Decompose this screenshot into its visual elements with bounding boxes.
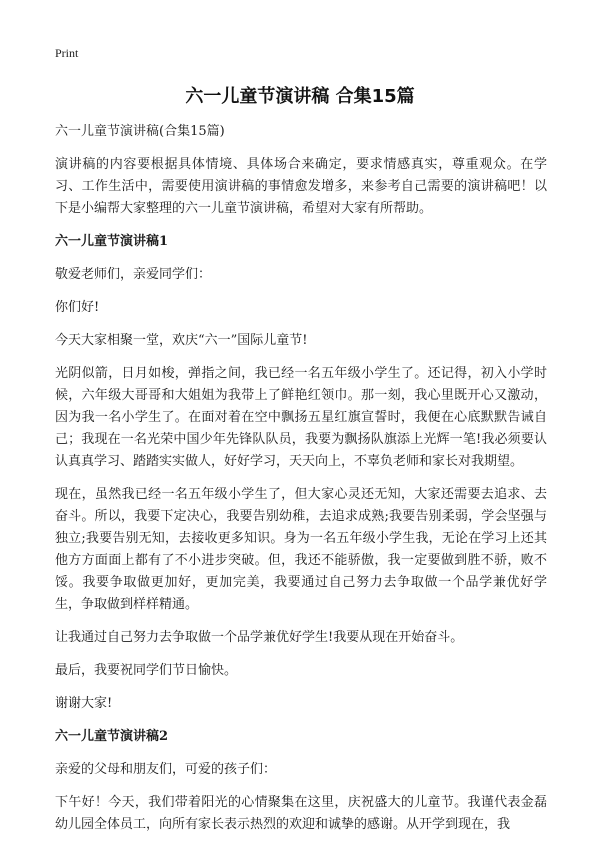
print-link[interactable]: Print [55, 46, 79, 60]
paragraph: 你们好! [55, 300, 100, 315]
section-heading-2: 六一儿童节演讲稿2 [55, 729, 169, 744]
paragraph: 下午好！今天，我们带着阳光的心情聚集在这里，庆祝盛大的儿童节。我谨代表金磊幼儿园全体员工，向所有家长表示热烈的欢迎和诚挚的感谢。从开学到现在，我 [55, 795, 547, 832]
paragraph: 最后，我要祝同学们节日愉快。 [55, 663, 238, 678]
paragraph: 亲爱的父母和朋友们，可爱的孩子们： [55, 762, 277, 777]
paragraph: 敬爱老师们，亲爱同学们： [55, 267, 212, 282]
article-body [55, 121, 547, 847]
paragraph: 谢谢大家! [55, 696, 113, 711]
section-heading-1: 六一儿童节演讲稿1 [55, 234, 169, 249]
page-title: 六一儿童节演讲稿 合集15篇 [185, 86, 415, 107]
intro-paragraph: 演讲稿的内容要根据具体情境、具体场合来确定，要求情感真实，尊重观众。在学习、工作生活中，需要使用演讲稿的事情愈发增多，来参考自己需要的演讲稿吧！以下是小编帮大家整理的六一儿童节演讲稿，希望对大家有所帮助。 [55, 157, 547, 216]
paragraph: 让我通过自己努力去争取做一个品学兼优好学生!我要从现在开始奋斗。 [55, 630, 464, 645]
article-subtitle: 六一儿童节演讲稿(合集15篇) [55, 124, 225, 139]
paragraph: 现在，虽然我已经一名五年级小学生了，但大家心灵还无知，大家还需要去追求、去奋斗。所以，我要下定决心，我要告别幼稚，去追求成熟;我要告别柔弱，学会坚强与独立;我要告别无知，去接收更多知识。身为一名五年级小学生我，无论在学习上还其他方方面面上都有了不小进步突破。但，我还不能骄傲，我一定要做到胜不骄，败不馁。我要争取做更加好，更加完美，我要通过自己努力去争取做一个品学兼优好学生，争取做到样样精通。 [55, 487, 547, 612]
paragraph: 光阴似箭，日月如梭，弹指之间，我已经一名五年级小学生了。还记得，初入小学时候，六年级大哥哥和大姐姐为我带上了鲜艳红领巾。那一刻，我心里既开心又激动，因为我一名小学生了。在面对着在空中飘扬五星红旗宣誓时，我便在心底默默告诫自己；我现在一名光荣中国少年先锋队队员，我要为飘扬队旗添上光辉一笔!我必须要认认真真学习、踏踏实实做人，好好学习，天天向上，不辜负老师和家长对我期望。 [55, 366, 547, 469]
paragraph: 今天大家相聚一堂，欢庆“六一”国际儿童节! [55, 333, 308, 348]
